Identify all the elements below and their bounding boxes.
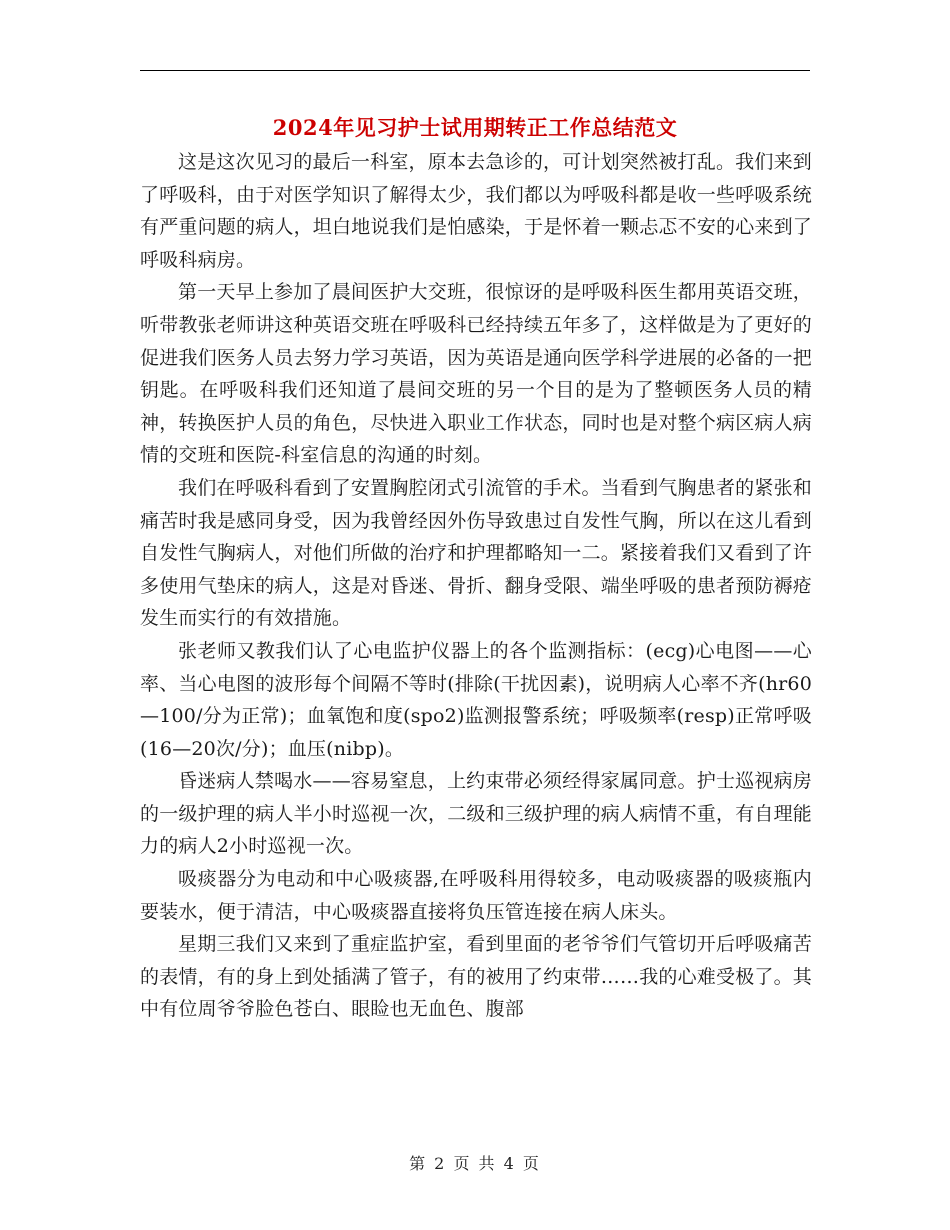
document-title: 2024年见习护士试用期转正工作总结范文: [272, 115, 678, 140]
paragraph: 张老师又教我们认了心电监护仪器上的各个监测指标：(ecg)心电图——心率、当心电图的波形每个间隔不等时(排除(干扰因素)，说明病人心率不齐(hr60—100/分为正常)；血氧饱和度(spo2)监测报警系统；呼吸频率(resp)正常呼吸(16—20次/分)；血压(nibp)。: [140, 639, 812, 760]
document-body: [140, 146, 812, 1026]
page-number-footer: 第 2 页 共 4 页: [409, 1154, 541, 1173]
paragraph: 我们在呼吸科看到了安置胸腔闭式引流管的手术。当看到气胸患者的紧张和痛苦时我是感同身受，因为我曾经因外伤导致患过自发性气胸，所以在这儿看到自发性气胸病人，对他们所做的治疗和护理都略知一二。紧接着我们又看到了许多使用气垫床的病人，这是对昏迷、骨折、翻身受限、端坐呼吸的患者预防褥疮发生而实行的有效措施。: [140, 476, 813, 630]
paragraph: 这是这次见习的最后一科室，原本去急诊的，可计划突然被打乱。我们来到了呼吸科，由于对医学知识了解得太少，我们都以为呼吸科都是收一些呼吸系统有严重问题的病人，坦白地说我们是怕感染，于是怀着一颗忐忑不安的心来到了呼吸科病房。: [140, 151, 813, 271]
paragraph: 吸痰器分为电动和中心吸痰器,在呼吸科用得较多，电动吸痰器的吸痰瓶内要装水，便于清洁，中心吸痰器直接将负压管连接在病人床头。: [140, 868, 812, 923]
paragraph: 昏迷病人禁喝水——容易窒息，上约束带必须经得家属同意。护士巡视病房的一级护理的病人半小时巡视一次，二级和三级护理的病人病情不重，有自理能力的病人2小时巡视一次。: [140, 770, 813, 858]
paragraph: 星期三我们又来到了重症监护室，看到里面的老爷爷们气管切开后呼吸痛苦的表情，有的身上到处插满了管子，有的被用了约束带……我的心难受极了。其中有位周爷爷脸色苍白、眼睑也无血色、腹部: [140, 933, 813, 1021]
header-rule: [140, 70, 810, 71]
paragraph: 第一天早上参加了晨间医护大交班，很惊讶的是呼吸科医生都用英语交班，听带教张老师讲这种英语交班在呼吸科已经持续五年多了，这样做是为了更好的促进我们医务人员去努力学习英语，因为英语是通向医学科学进展的必备的一把钥匙。在呼吸科我们还知道了晨间交班的另一个目的是为了整顿医务人员的精神，转换医护人员的角色，尽快进入职业工作状态，同时也是对整个病区病人病情的交班和医院-科室信息的沟通的时刻。: [140, 281, 813, 467]
